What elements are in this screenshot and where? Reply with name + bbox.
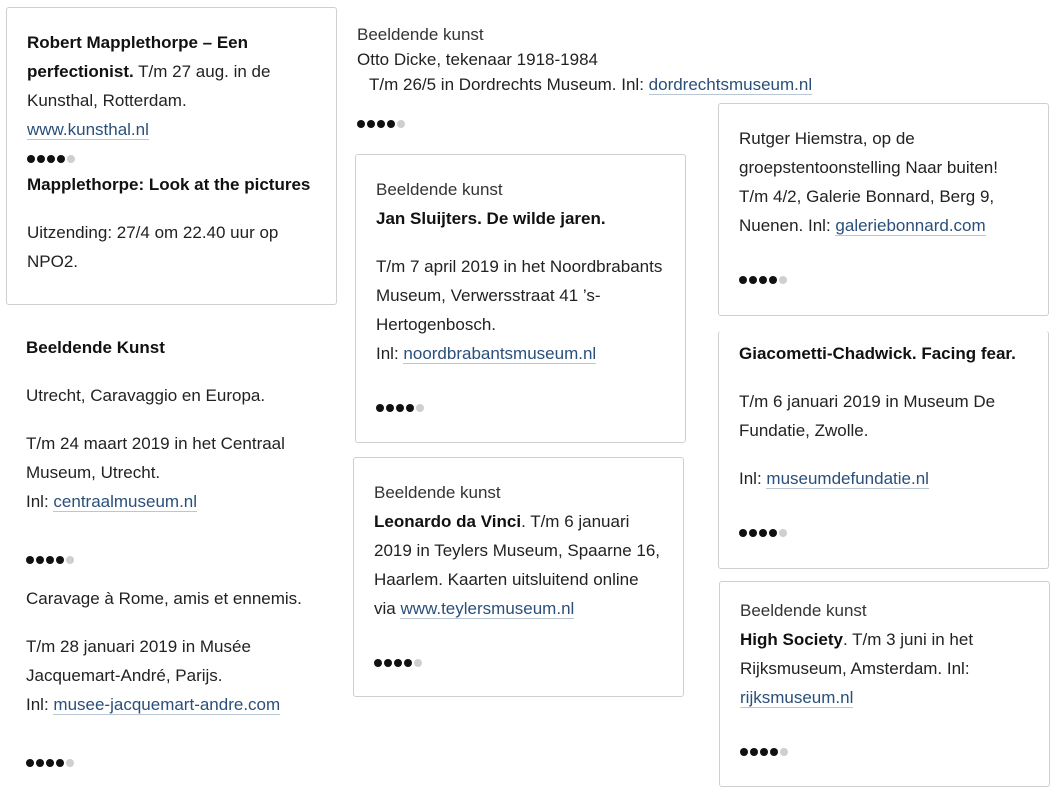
card-title: Robert Mapplethorpe – Een perfectionist. <box>27 33 249 81</box>
card-hiemstra <box>718 103 1049 316</box>
rating-dot-filled <box>387 120 395 128</box>
rating-dot-filled <box>384 659 392 667</box>
rating-dot-filled <box>394 659 402 667</box>
section-heading: Beeldende Kunst <box>26 338 165 357</box>
kunsthal-link[interactable]: www.kunsthal.nl <box>27 120 149 139</box>
museumdefundatie-link[interactable]: museumdefundatie.nl <box>766 469 929 488</box>
item-text: T/m 24 maart 2019 in het Centraal Museum, Utrecht. Inl: centraalmuseum.nl <box>26 434 285 511</box>
rating-dot-filled <box>759 529 767 537</box>
rating-dot-empty <box>779 529 787 537</box>
card-text: T/m 6 januari 2019 in Museum De Fundatie, Zwolle. <box>739 392 996 440</box>
rating-dot-filled <box>406 404 414 412</box>
left-column <box>26 333 316 770</box>
rating-dot-filled <box>37 155 45 163</box>
rating-dot-filled <box>769 276 777 284</box>
card-davinci <box>353 457 684 697</box>
rating-dot-filled <box>56 556 64 564</box>
item-title: Utrecht, Caravaggio en Europa. <box>26 386 266 405</box>
card-text: Leonardo da Vinci. T/m 6 januari 2019 in Teylers Museum, Spaarne 16, Haarlem. Kaarten uitsluitend online via www.teylersmuseum.nl <box>374 512 661 618</box>
rating-dot-filled <box>749 276 757 284</box>
rijksmuseum-link[interactable]: rijksmuseum.nl <box>740 688 854 707</box>
item-text: T/m 28 januari 2019 in Musée Jacquemart-André, Parijs. Inl: musee-jacquemart-andre.com <box>26 637 281 714</box>
rating-dots <box>739 273 1024 287</box>
rating-dot-empty <box>66 759 74 767</box>
rating-dot-filled <box>750 748 758 756</box>
rating-dot-filled <box>374 659 382 667</box>
card-text: T/m 7 april 2019 in het Noordbrabants Museum, Verwersstraat 41 ’s-Hertogenbosch. Inl: noordbrabantsmuseum.nl <box>376 257 663 363</box>
card-category: Beeldende kunst <box>376 180 503 199</box>
rating-dots <box>740 745 1029 759</box>
card-text: High Society. T/m 3 juni in het Rijksmuseum, Amsterdam. Inl: rijksmuseum.nl <box>740 630 974 707</box>
card-subtitle: Mapplethorpe: Look at the pictures <box>27 175 311 194</box>
item-text: T/m 26/5 in Dordrechts Museum. Inl: dordrechtsmuseum.nl <box>369 75 813 94</box>
rating-dot-filled <box>749 529 757 537</box>
noordbrabantsmuseum-link[interactable]: noordbrabantsmuseum.nl <box>403 344 597 363</box>
rating-dot-filled <box>36 759 44 767</box>
rating-dots <box>27 152 320 166</box>
item-category: Beeldende kunst <box>357 25 484 44</box>
rating-dot-empty <box>779 276 787 284</box>
rating-dot-filled <box>46 759 54 767</box>
broadcast-text: Uitzending: 27/4 om 22.40 uur op NPO2. <box>27 223 279 271</box>
card-sluijters <box>355 154 686 443</box>
rating-dot-filled <box>739 276 747 284</box>
rating-dot-filled <box>57 155 65 163</box>
dordrechtsmuseum-link[interactable]: dordrechtsmuseum.nl <box>648 75 813 94</box>
card-giacometti <box>718 331 1049 569</box>
rating-dot-filled <box>36 556 44 564</box>
rating-dot-filled <box>386 404 394 412</box>
rating-dot-filled <box>357 120 365 128</box>
card-text: Robert Mapplethorpe – Een perfectionist. T/m 27 aug. in de Kunsthal, Rotterdam. www.kunsthal.nl <box>27 33 271 139</box>
item-title: Caravage à Rome, amis et ennemis. <box>26 589 302 608</box>
card-category: Beeldende kunst <box>740 601 867 620</box>
rating-dot-filled <box>760 748 768 756</box>
card-title: High Society <box>740 630 843 649</box>
rating-dots <box>374 656 663 670</box>
rating-dot-filled <box>404 659 412 667</box>
rating-dot-filled <box>56 759 64 767</box>
rating-dot-filled <box>47 155 55 163</box>
rating-dot-filled <box>770 748 778 756</box>
card-mapplethorpe <box>6 7 337 305</box>
rating-dot-filled <box>769 529 777 537</box>
rating-dot-filled <box>396 404 404 412</box>
rating-dot-filled <box>27 155 35 163</box>
centraalmuseum-link[interactable]: centraalmuseum.nl <box>53 492 198 511</box>
rating-dot-filled <box>759 276 767 284</box>
card-title: Giacometti-Chadwick. Facing fear. <box>739 344 1016 363</box>
card-inl: Inl: museumdefundatie.nl <box>739 469 929 488</box>
galeriebonnard-link[interactable]: galeriebonnard.com <box>835 216 986 235</box>
jacquemart-andre-link[interactable]: musee-jacquemart-andre.com <box>53 695 281 714</box>
rating-dot-empty <box>397 120 405 128</box>
rating-dot-empty <box>66 556 74 564</box>
rating-dots <box>376 401 669 415</box>
rating-dot-filled <box>26 556 34 564</box>
teylersmuseum-link[interactable]: www.teylersmuseum.nl <box>400 599 575 618</box>
rating-dot-filled <box>26 759 34 767</box>
rating-dot-filled <box>377 120 385 128</box>
rating-dot-filled <box>739 529 747 537</box>
rating-dots <box>26 756 316 770</box>
rating-dot-filled <box>376 404 384 412</box>
card-high-society <box>719 581 1050 787</box>
card-title: Jan Sluijters. De wilde jaren. <box>376 209 606 228</box>
rating-dots <box>739 526 1028 540</box>
rating-dot-filled <box>740 748 748 756</box>
rating-dot-filled <box>367 120 375 128</box>
item-title: Otto Dicke, tekenaar 1918-1984 <box>357 50 598 69</box>
rating-dot-empty <box>67 155 75 163</box>
rating-dot-empty <box>416 404 424 412</box>
rating-dot-empty <box>780 748 788 756</box>
rating-dots <box>26 553 316 567</box>
rating-dot-filled <box>46 556 54 564</box>
card-category: Beeldende kunst <box>374 483 501 502</box>
rating-dot-empty <box>414 659 422 667</box>
card-title: Leonardo da Vinci <box>374 512 522 531</box>
card-text: Rutger Hiemstra, op de groepstentoonstelling Naar buiten! T/m 4/2, Galerie Bonnard, Berg 9, Nuenen. Inl: galeriebonnard.com <box>739 129 998 235</box>
